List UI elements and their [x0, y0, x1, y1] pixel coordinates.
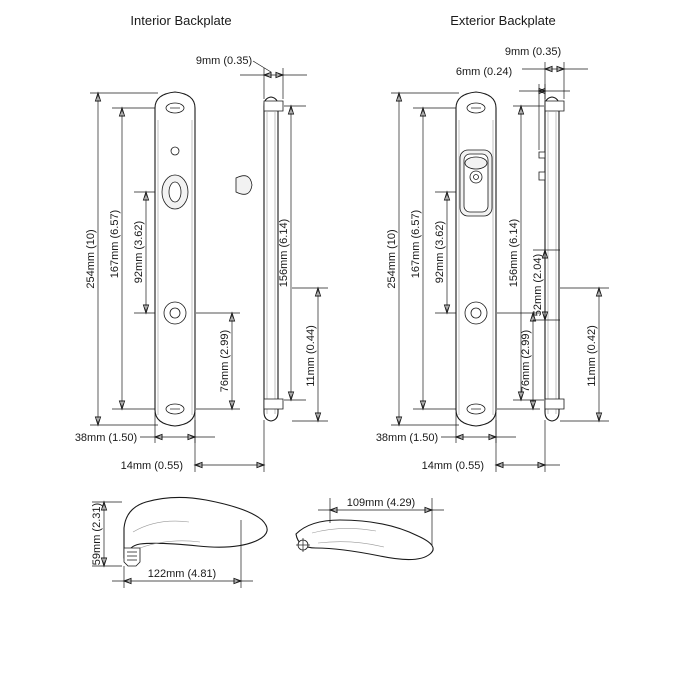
interior-dim-mid-spacing [133, 192, 155, 313]
exterior-low-spacing-label: 76mm (2.99) [520, 329, 532, 393]
lever-length-label: 122mm (4.81) [147, 568, 217, 580]
interior-plate-width-label: 38mm (1.50) [74, 432, 138, 444]
interior-plate-side-view [236, 97, 283, 421]
exterior-dim-plate-depth [422, 420, 560, 472]
exterior-dim-side-offset [560, 288, 609, 421]
exterior-dim-bolt-spacing [410, 108, 456, 409]
interior-dim-low-spacing [196, 313, 240, 409]
interior-side-height-label: 156mm (6.14) [278, 218, 290, 288]
interior-top-width-label: 9mm (0.35) [195, 55, 253, 67]
interior-title: Interior Backplate [130, 13, 232, 28]
exterior-top-width-label: 9mm (0.35) [504, 46, 562, 58]
exterior-cyl-height-label: 52mm (2.04) [532, 253, 544, 317]
exterior-plate-depth-label: 14mm (0.55) [421, 460, 484, 472]
exterior-title: Exterior Backplate [450, 13, 556, 28]
exterior-plate-width-label: 38mm (1.50) [375, 432, 439, 444]
lever-side-view [91, 497, 267, 588]
exterior-cyl-width-label: 6mm (0.24) [455, 66, 513, 78]
lever-height-label: 59mm (2.31) [91, 502, 103, 566]
interior-dim-bolt-spacing [109, 108, 155, 409]
lever-top-view [296, 497, 444, 560]
interior-dim-overall-height [85, 93, 158, 425]
interior-plate-depth-label: 14mm (0.55) [120, 460, 183, 472]
interior-mid-spacing-label: 92mm (3.62) [133, 220, 145, 284]
exterior-plate-front-view [456, 92, 496, 426]
exterior-dim-mid-spacing [434, 192, 456, 313]
interior-plate-front-view [155, 92, 195, 426]
exterior-overall-height-label: 254mm (10) [386, 229, 398, 289]
exterior-side-offset-label: 11mm (0.42) [586, 325, 598, 387]
exterior-mid-spacing-label: 92mm (3.62) [434, 220, 446, 284]
interior-dim-top-width [196, 55, 307, 99]
exterior-bolt-spacing-label: 167mm (6.57) [410, 209, 422, 279]
lever-projection-label: 109mm (4.29) [346, 497, 416, 509]
interior-bolt-spacing-label: 167mm (6.57) [109, 209, 121, 279]
interior-dim-side-height [278, 106, 306, 400]
interior-dim-plate-depth [121, 420, 264, 472]
interior-dim-side-offset [292, 288, 328, 421]
exterior-dim-overall-height [386, 93, 459, 425]
exterior-dim-low-spacing [497, 313, 540, 409]
interior-side-offset-label: 11mm (0.44) [305, 325, 317, 387]
exterior-side-height-label: 156mm (6.14) [508, 218, 520, 288]
interior-low-spacing-label: 76mm (2.99) [219, 329, 231, 393]
interior-overall-height-label: 254mm (10) [85, 229, 97, 289]
